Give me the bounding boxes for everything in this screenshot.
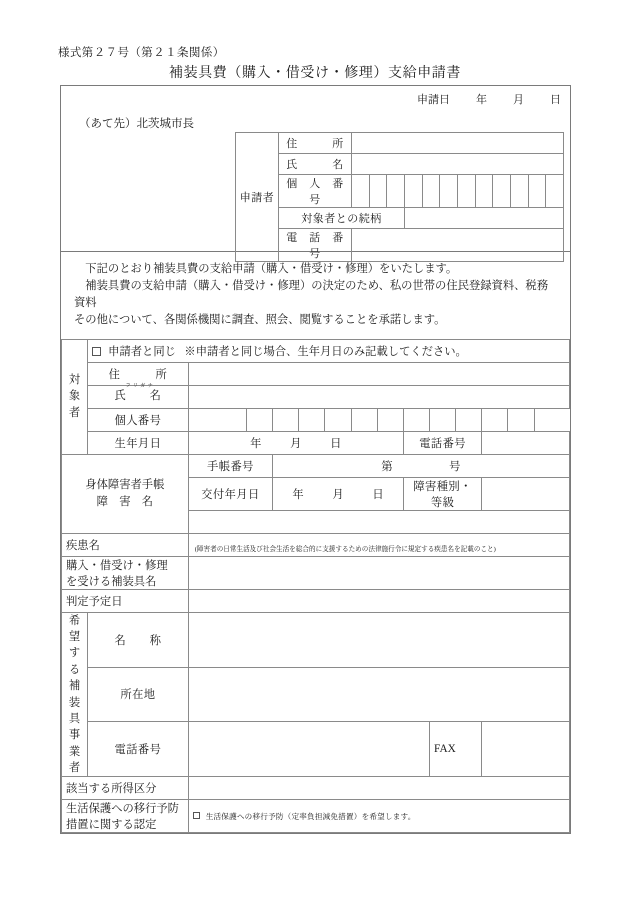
vendor-fax-input[interactable] [482, 722, 570, 777]
subject-birth-month: 月 [290, 437, 302, 450]
table-row [62, 408, 570, 431]
application-date-year: 年 [476, 94, 487, 106]
handbook-number-input[interactable] [273, 454, 570, 477]
judgment-date-label: 判定予定日 [62, 589, 189, 612]
handbook-number-label: 手帳番号 [188, 454, 272, 477]
welfare-label [62, 800, 189, 833]
applicant-relationship-input[interactable] [404, 208, 563, 229]
disease-note: (障害者の日常生活及び社会生活を総合的に支援するための法律施行令に規定する疾患名を記載のこと) [194, 545, 496, 553]
vendor-phone-label: 電話番号 [88, 722, 189, 777]
welfare-input[interactable] [188, 800, 569, 833]
table-row [62, 454, 570, 477]
table-row [62, 556, 570, 589]
subject-birth-day: 日 [330, 437, 342, 450]
same-as-applicant-note: ※申請者と同じ場合、生年月日のみ記載してください。 [184, 345, 467, 358]
vendor-fax-label: FAX [430, 722, 482, 777]
same-as-applicant-label: 申請者と同じ [108, 345, 176, 358]
vendor-phone-input[interactable] [188, 722, 429, 777]
subject-vertical-label [62, 339, 88, 454]
vendor-label-line-1: 希望する [68, 614, 81, 676]
disease-label: 疾患名 [62, 533, 189, 556]
subject-mynumber-digit[interactable] [377, 408, 403, 431]
declaration-line-1: 下記のとおり補装具費の支給申請（購入・借受け・修理）をいたします。 [85, 263, 458, 275]
applicant-mynumber-digit[interactable] [369, 175, 387, 208]
form-number: 様式第２７号（第２１条関係） [58, 47, 225, 59]
table-row [236, 154, 564, 175]
same-as-applicant-row[interactable] [88, 339, 570, 362]
table-row [62, 589, 570, 612]
table-row [236, 175, 564, 208]
table-row [62, 722, 570, 777]
handbook-disability-name-input[interactable] [188, 510, 569, 533]
vendor-name-input[interactable] [188, 612, 569, 667]
table-row [62, 533, 570, 556]
subject-mynumber-digit[interactable] [482, 408, 508, 431]
welfare-checkbox-text: 生活保護への移行予防（定率負担減免措置）を希望します。 [205, 812, 416, 822]
applicant-vertical-label: 申請者 [236, 133, 279, 262]
subject-name-label-text: 氏 名 [114, 390, 162, 403]
applicant-mynumber-label: 個 人 番 号 [279, 175, 352, 208]
subject-vertical-char-2: 象 [68, 390, 81, 403]
subject-mynumber-digit[interactable] [188, 408, 246, 431]
subject-mynumber-digit[interactable] [456, 408, 482, 431]
subject-phone-input[interactable] [482, 431, 570, 454]
application-date-month: 月 [513, 94, 524, 106]
subject-mynumber-label: 個人番号 [88, 408, 189, 431]
table-row [62, 667, 570, 722]
table-row [62, 612, 570, 667]
table-row [236, 133, 564, 154]
vendor-label [62, 612, 88, 777]
subject-mynumber-digit[interactable] [351, 408, 377, 431]
applicant-mynumber-digit[interactable] [387, 175, 405, 208]
handbook-issue-year: 年 [292, 488, 304, 501]
applicant-phone-input[interactable] [352, 229, 564, 262]
handbook-number-dai: 第 [381, 460, 394, 473]
applicant-mynumber-digit[interactable] [404, 175, 422, 208]
device-label-line-1: 購入・借受け・修理 [66, 559, 168, 572]
subject-address-input[interactable] [188, 362, 569, 385]
vendor-location-input[interactable] [188, 667, 569, 722]
applicant-mynumber-digit[interactable] [510, 175, 528, 208]
subject-phone-label: 電話番号 [403, 431, 481, 454]
application-date-label: 申請日 [417, 94, 450, 106]
subject-birth-year: 年 [250, 437, 262, 450]
income-category-label: 該当する所得区分 [62, 777, 189, 800]
subject-name-input[interactable] [188, 385, 569, 408]
subject-birthdate-input[interactable] [188, 431, 403, 454]
subject-vertical-char-3: 者 [68, 406, 81, 419]
table-row [62, 339, 570, 362]
table-row [62, 385, 570, 408]
applicant-relationship-label: 対象者との続柄 [279, 208, 405, 229]
page-title: 補装具費（購入・借受け・修理）支給申請書 [169, 66, 461, 81]
applicant-name-input[interactable] [352, 154, 564, 175]
declaration-line-2: 補装具費の支給申請（購入・借受け・修理）の決定のため、私の世帯の住民登録資料、税務資料 [74, 280, 549, 310]
judgment-date-input[interactable] [188, 589, 569, 612]
handbook-label-line-1: 身体障害者手帳 [85, 479, 165, 492]
handbook-type-grade-input[interactable] [482, 477, 570, 510]
table-row [236, 208, 564, 229]
addressee-label: （あて先）北茨城市長 [79, 118, 194, 130]
applicant-mynumber-digit[interactable] [493, 175, 511, 208]
table-row [62, 777, 570, 800]
handbook-type-grade-label: 障害種別・等級 [403, 477, 481, 510]
applicant-mynumber-digit[interactable] [457, 175, 475, 208]
handbook-issue-date-input[interactable] [273, 477, 404, 510]
applicant-mynumber-digit[interactable] [528, 175, 546, 208]
subject-mynumber-digit[interactable] [299, 408, 325, 431]
vendor-location-label: 所在地 [88, 667, 189, 722]
handbook-label-line-2: 障 害 名 [96, 495, 154, 508]
main-form-table [61, 339, 570, 834]
applicant-mynumber-digit[interactable] [440, 175, 458, 208]
handbook-number-gou: 号 [449, 460, 461, 473]
handbook-issue-month: 月 [332, 488, 344, 501]
table-row [236, 229, 564, 262]
device-label [62, 556, 189, 589]
subject-name-furigana: フリガナ [125, 384, 156, 390]
table-row [62, 431, 570, 454]
vendor-name-label: 名 称 [88, 612, 189, 667]
handbook-issue-day: 日 [372, 488, 384, 501]
applicant-address-label: 住 所 [279, 133, 352, 154]
declaration-paragraph [61, 251, 570, 339]
subject-vertical-char-1: 対 [68, 374, 81, 387]
subject-mynumber-digit[interactable] [273, 408, 299, 431]
subject-mynumber-digit[interactable] [508, 408, 534, 431]
form-frame [60, 85, 571, 834]
handbook-label [62, 454, 189, 533]
table-row [62, 800, 570, 833]
device-label-line-2: を受ける補装具名 [66, 575, 157, 588]
device-input[interactable] [188, 556, 569, 589]
declaration-line-3: その他について、各関係機関に調査、照会、閲覧することを承諾します。 [74, 314, 446, 327]
applicant-mynumber-digit[interactable] [422, 175, 440, 208]
subject-mynumber-digit[interactable] [430, 408, 456, 431]
subject-mynumber-digit[interactable] [325, 408, 351, 431]
subject-name-label [88, 385, 189, 408]
welfare-label-line-1: 生活保護への移行予防 [66, 803, 179, 816]
applicant-name-label: 氏 名 [279, 154, 352, 175]
welfare-label-line-2: 措置に関する認定 [66, 819, 157, 832]
applicant-mynumber-digit[interactable] [546, 175, 564, 208]
welfare-checkbox[interactable] [193, 812, 200, 819]
subject-address-label: 住 所 [88, 362, 189, 385]
applicant-address-input[interactable] [352, 133, 564, 154]
subject-birthdate-label: 生年月日 [88, 431, 189, 454]
table-row [62, 362, 570, 385]
applicant-block [61, 86, 570, 260]
application-date-day: 日 [550, 94, 561, 106]
subject-mynumber-digit[interactable] [403, 408, 429, 431]
income-category-input[interactable] [188, 777, 569, 800]
applicant-table [235, 132, 564, 262]
application-date-line [417, 91, 561, 107]
vendor-label-line-3: 事業者 [68, 729, 81, 774]
applicant-phone-label: 電 話 番 号 [279, 229, 352, 262]
disease-input[interactable] [188, 533, 569, 556]
applicant-mynumber-digit[interactable] [475, 175, 493, 208]
vendor-label-line-2: 補装具 [68, 680, 81, 725]
subject-mynumber-digit[interactable] [247, 408, 273, 431]
handbook-issue-date-label: 交付年月日 [188, 477, 272, 510]
same-as-applicant-checkbox[interactable] [92, 347, 101, 356]
